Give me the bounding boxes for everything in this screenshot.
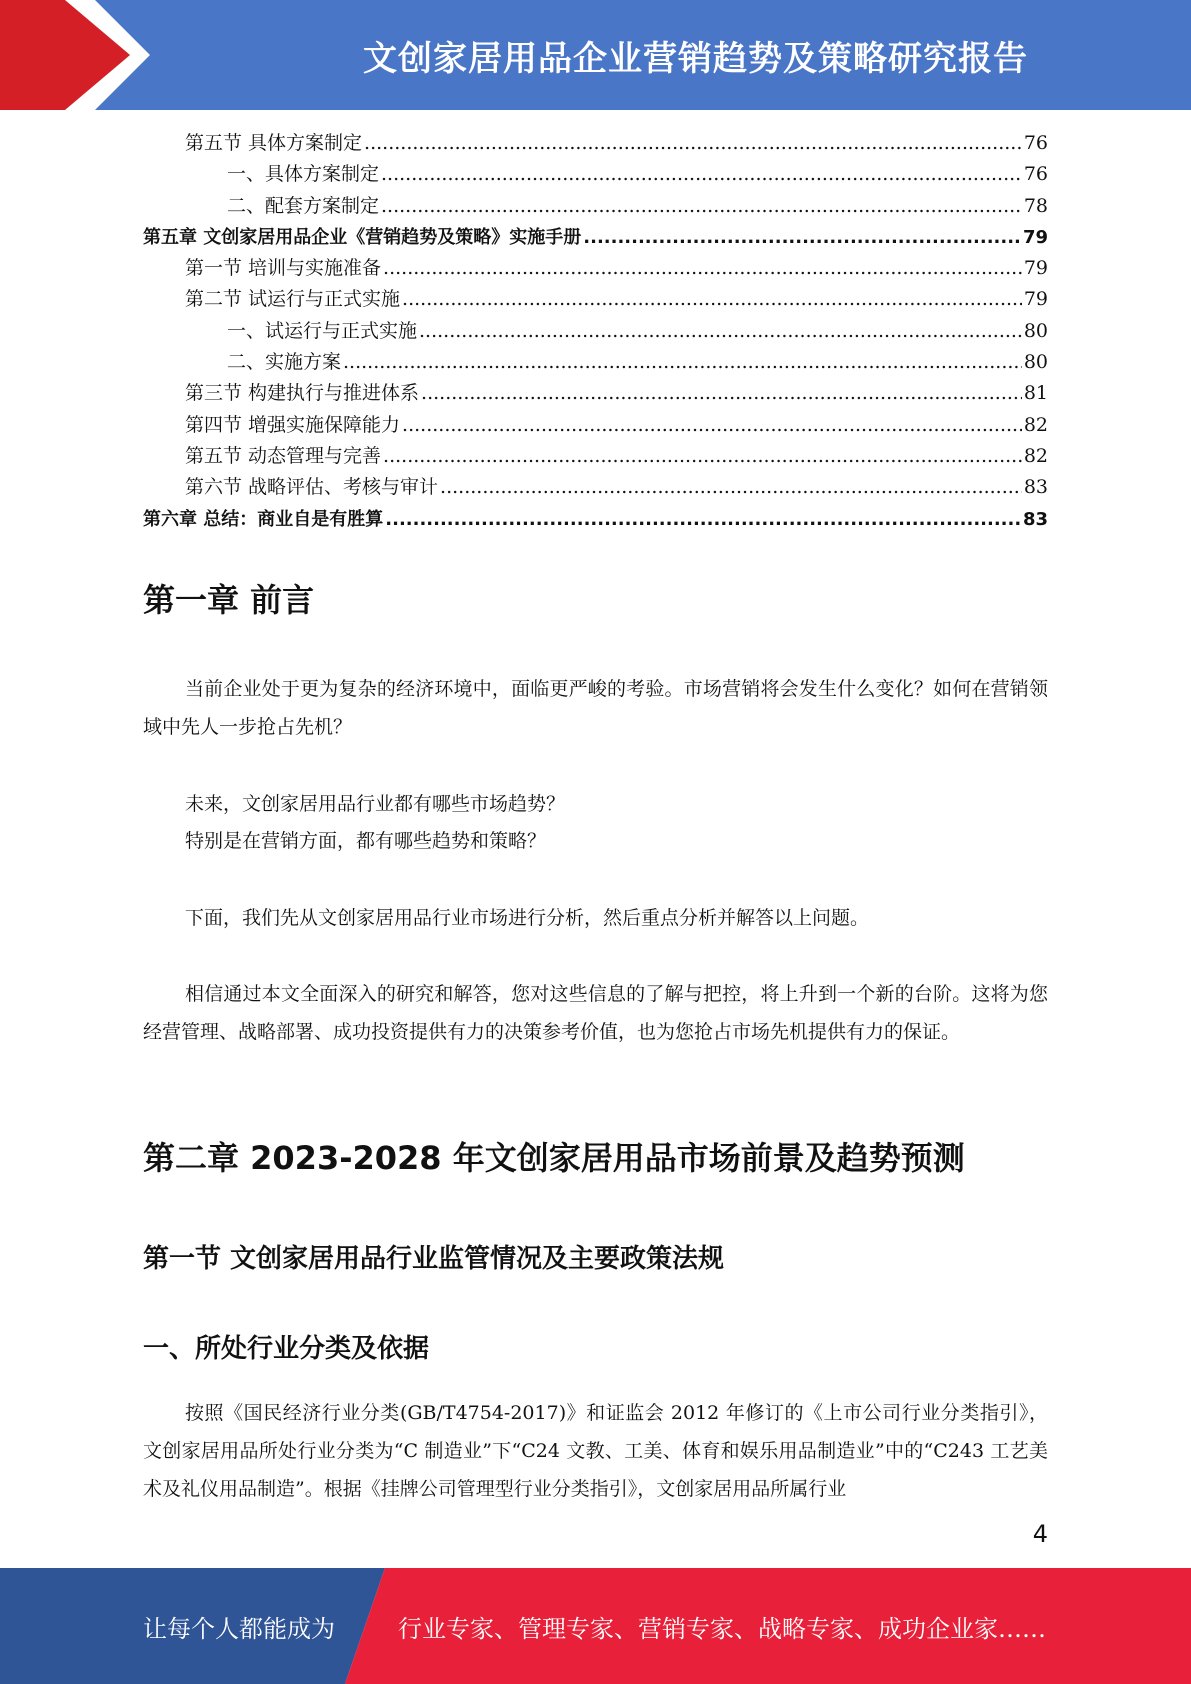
toc-dot-leader [419, 316, 1022, 347]
toc-entry-title: 二、实施方案 [227, 351, 342, 374]
toc-entry-page: 79 [1023, 257, 1048, 280]
toc-entry-title: 第六章 总结：商业自是有胜算 [143, 508, 384, 530]
toc-entry[interactable] [143, 128, 1048, 159]
subsection-1-title: 一、所处行业分类及依据 [143, 1334, 430, 1364]
toc-entry-page: 82 [1023, 444, 1048, 467]
chapter-1-paragraph-1: 当前企业处于更为复杂的经济环境中，面临更严峻的考验。市场营销将会发生什么变化？如何在营销领域中先人一步抢占先机？ [143, 678, 1048, 738]
toc-entry-title: 一、试运行与正式实施 [227, 319, 418, 342]
toc-entry[interactable] [143, 253, 1048, 284]
toc-entry-title: 第六节 战略评估、考核与审计 [185, 476, 439, 499]
toc-entry[interactable] [143, 191, 1048, 222]
toc-entry-page: 83 [1023, 476, 1048, 499]
toc-entry[interactable] [143, 472, 1048, 503]
toc-entry-title: 第五节 具体方案制定 [185, 132, 363, 154]
toc-entry-title: 第五章 文创家居用品企业《营销趋势及策略》实施手册 [143, 226, 582, 248]
chapter-1-question-1: 未来，文创家居用品行业都有哪些市场趋势？ [185, 793, 566, 815]
toc-entry-title: 第五节 动态管理与完善 [185, 444, 382, 467]
toc-entry[interactable] [143, 159, 1048, 190]
toc-dot-leader [440, 472, 1022, 503]
toc-entry[interactable] [143, 316, 1048, 347]
table-of-contents [143, 128, 1048, 535]
toc-entry[interactable] [143, 284, 1048, 315]
toc-entry-page: 79 [1023, 288, 1048, 311]
footer-slogan-left: 让每个人都能成为 [143, 1614, 335, 1643]
page-number: 4 [1032, 1520, 1048, 1548]
toc-entry-page: 80 [1023, 351, 1048, 374]
toc-entry-page: 76 [1023, 132, 1048, 154]
page-footer [0, 1568, 1191, 1684]
toc-entry-page: 80 [1023, 319, 1048, 342]
toc-dot-leader [343, 347, 1022, 378]
chapter-1-title: 第一章 前言 [143, 581, 315, 619]
toc-entry[interactable] [143, 347, 1048, 378]
toc-entry-page: 76 [1023, 163, 1048, 186]
chapter-2-paragraph-1: 按照《国民经济行业分类(GB/T4754-2017)》和证监会 2012 年修订的《上市公司行业分类指引》，文创家居用品所处行业分类为“C 制造业”下“C24 文教、工美、体育和娱乐用品制造业”中的“C243 工艺美术及礼仪用品制造”。根据《挂牌公司管理型行业分类指引》，文创家居用品所属行业 [143, 1402, 1048, 1500]
toc-dot-leader [385, 504, 1021, 535]
toc-entry-title: 一、具体方案制定 [227, 163, 380, 186]
toc-entry-title: 第三节 构建执行与推进体系 [185, 382, 420, 405]
toc-dot-leader [402, 284, 1022, 315]
toc-entry-page: 81 [1023, 382, 1048, 405]
toc-entry[interactable] [143, 441, 1048, 472]
section-1-title: 第一节 文创家居用品行业监管情况及主要政策法规 [143, 1244, 725, 1274]
toc-entry[interactable] [143, 504, 1048, 535]
toc-dot-leader [381, 159, 1022, 190]
toc-entry-title: 二、配套方案制定 [227, 194, 380, 217]
chapter-1-question-2: 特别是在营销方面，都有哪些趋势和策略？ [185, 830, 547, 852]
toc-entry[interactable] [143, 222, 1048, 253]
chapter-2-title: 第二章 2023-2028 年文创家居用品市场前景及趋势预测 [143, 1139, 965, 1177]
toc-dot-leader [383, 441, 1022, 472]
toc-entry[interactable] [143, 410, 1048, 441]
toc-entry-page: 83 [1022, 508, 1048, 530]
toc-dot-leader [381, 191, 1022, 222]
toc-entry-title: 第二节 试运行与正式实施 [185, 288, 401, 311]
chapter-1-paragraph-3: 相信通过本文全面深入的研究和解答，您对这些信息的了解与把控，将上升到一个新的台阶。这将为您经营管理、战略部署、成功投资提供有力的决策参考价值，也为您抢占市场先机提供有力的保证。 [143, 983, 1048, 1043]
footer-slogan-right: 行业专家、管理专家、营销专家、战略专家、成功企业家…… [398, 1614, 1046, 1643]
toc-dot-leader [402, 410, 1022, 441]
toc-entry-title: 第四节 增强实施保障能力 [185, 413, 401, 436]
toc-entry[interactable] [143, 378, 1048, 409]
report-title: 文创家居用品企业营销趋势及策略研究报告 [363, 38, 1028, 79]
toc-entry-page: 78 [1023, 194, 1048, 217]
toc-dot-leader [383, 253, 1022, 284]
toc-entry-page: 82 [1023, 413, 1048, 436]
toc-entry-title: 第一节 培训与实施准备 [185, 257, 382, 280]
chapter-1-paragraph-2: 下面，我们先从文创家居用品行业市场进行分析，然后重点分析并解答以上问题。 [185, 907, 870, 929]
toc-dot-leader [421, 378, 1022, 409]
toc-dot-leader [583, 222, 1021, 253]
toc-entry-page: 79 [1022, 226, 1048, 248]
page-header [0, 0, 1191, 110]
toc-dot-leader [364, 128, 1022, 159]
